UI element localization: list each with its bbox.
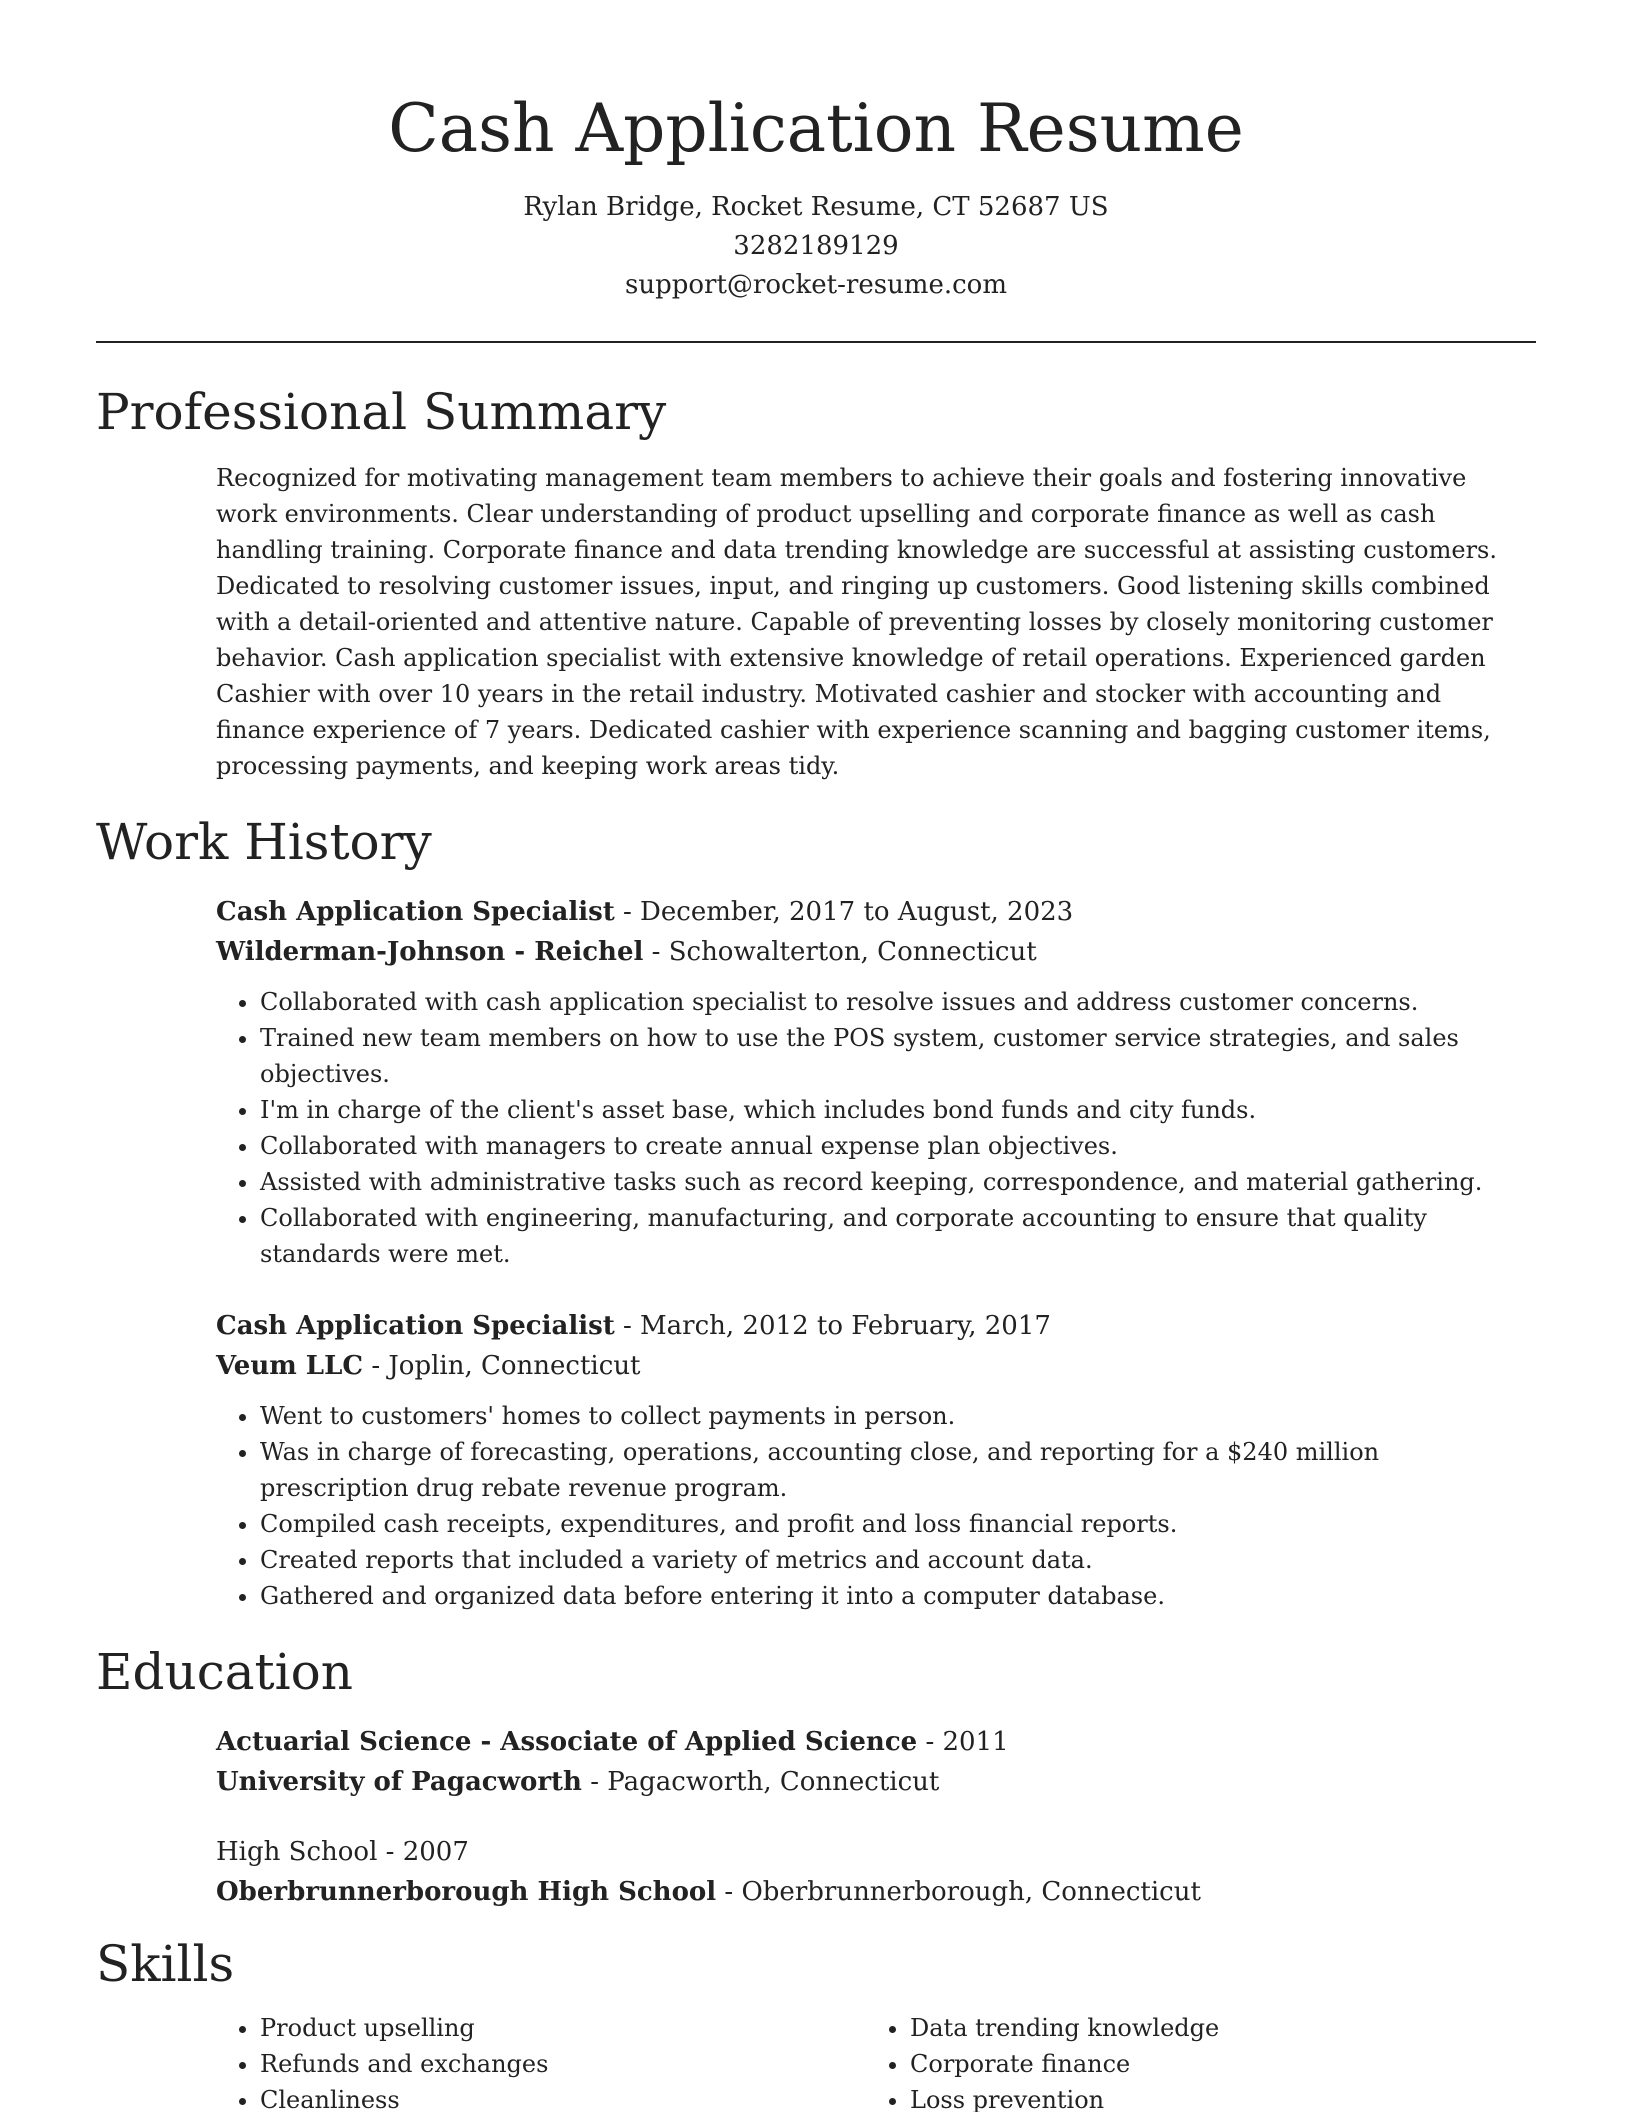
- education-degree-line: [216, 1722, 1526, 1762]
- education-entry-1: [216, 1722, 1526, 1802]
- education-entry-2: [216, 1832, 1526, 1912]
- list-item: • Compiled cash receipts, expenditures, and profit and loss financial reports.: [260, 1506, 1526, 1542]
- education-year: - 2007: [377, 1837, 469, 1867]
- list-item: • Assisted with administrative tasks such as record keeping, correspondence, and material gathering.: [260, 1164, 1526, 1200]
- header-divider: [96, 341, 1536, 343]
- job-entry-2: [216, 1306, 1526, 1614]
- list-item: • Went to customers' homes to collect payments in person.: [260, 1398, 1526, 1434]
- list-item: • Collaborated with managers to create annual expense plan objectives.: [260, 1128, 1526, 1164]
- skill-item: • Corporate finance: [910, 2046, 1516, 2082]
- summary-text: Recognized for motivating management team members to achieve their goals and fostering innovative work environments. Clear understanding of product upselling and corporate finance as well as cash handling training. Corporate finance and data trending knowledge are successful at assisting customers. Dedicated to resolving customer issues, input, and ringing up customers. Good listening skills combined with a detail-oriented and attentive nature. Capable of preventing losses by closely monitoring customer behavior. Cash application specialist with extensive knowledge of retail operations. Experienced garden Cashier with over 10 years in the retail industry. Motivated cashier and stocker with accounting and finance experience of 7 years. Dedicated cashier with experience scanning and bagging customer items, processing payments, and keeping work areas tidy.: [216, 464, 1497, 780]
- contact-address: Rylan Bridge, Rocket Resume, CT 52687 US: [523, 192, 1109, 222]
- education-school: Oberbrunnerborough High School: [216, 1877, 717, 1907]
- job-title: Cash Application Specialist: [216, 1311, 615, 1341]
- job-company: Wilderman-Johnson - Reichel: [216, 937, 644, 967]
- job-company: Veum LLC: [216, 1351, 364, 1381]
- job-location: - Joplin, Connecticut: [363, 1351, 641, 1381]
- job-entry-1: [216, 892, 1526, 1272]
- section-title-summary: Professional Summary: [96, 383, 667, 441]
- contact-info: [0, 188, 1632, 305]
- list-item: • Collaborated with engineering, manufacturing, and corporate accounting to ensure that quality standards were met.: [260, 1200, 1526, 1272]
- education-location: - Oberbrunnerborough, Connecticut: [716, 1877, 1201, 1907]
- education-degree-line: [216, 1832, 1526, 1872]
- skills-column-left: [216, 2010, 866, 2112]
- skill-item: • Refunds and exchanges: [260, 2046, 866, 2082]
- education-location: - Pagacworth, Connecticut: [581, 1767, 940, 1797]
- section-title-work-history: Work History: [96, 813, 432, 871]
- contact-email: support@rocket-resume.com: [624, 270, 1007, 300]
- education-degree: High School: [216, 1837, 378, 1867]
- job-bullets: [216, 984, 1526, 1272]
- job-title-line: [216, 1306, 1526, 1346]
- summary-section: [216, 460, 1526, 784]
- job-dates: - December, 2017 to August, 2023: [614, 897, 1074, 927]
- skill-item: • Product upselling: [260, 2010, 866, 2046]
- list-item: • Was in charge of forecasting, operations, accounting close, and reporting for a $240 million prescription drug rebate revenue program.: [260, 1434, 1526, 1506]
- education-school-line: [216, 1762, 1526, 1802]
- skills-list: [216, 2010, 1516, 2112]
- list-item: • I'm in charge of the client's asset base, which includes bond funds and city funds.: [260, 1092, 1526, 1128]
- job-title: Cash Application Specialist: [216, 897, 615, 927]
- job-bullets: [216, 1398, 1526, 1614]
- list-item: • Trained new team members on how to use the POS system, customer service strategies, and sales objectives.: [260, 1020, 1526, 1092]
- education-year: - 2011: [917, 1727, 1009, 1757]
- job-title-line: [216, 892, 1526, 932]
- resume-header: [0, 0, 1632, 305]
- skills-column-right: [866, 2010, 1516, 2112]
- list-item: • Gathered and organized data before entering it into a computer database.: [260, 1578, 1526, 1614]
- section-title-skills: Skills: [96, 1935, 235, 1993]
- document-title: Cash Application Resume: [388, 90, 1244, 167]
- education-school-line: [216, 1872, 1526, 1912]
- contact-phone: 3282189129: [733, 231, 899, 261]
- job-company-line: [216, 932, 1526, 972]
- skill-item: • Loss prevention: [910, 2082, 1516, 2112]
- job-dates: - March, 2012 to February, 2017: [614, 1311, 1051, 1341]
- section-title-education: Education: [96, 1643, 353, 1701]
- education-degree: Actuarial Science - Associate of Applied Science: [216, 1727, 918, 1757]
- list-item: • Collaborated with cash application specialist to resolve issues and address customer concerns.: [260, 984, 1526, 1020]
- job-company-line: [216, 1346, 1526, 1386]
- education-school: University of Pagacworth: [216, 1767, 582, 1797]
- list-item: • Created reports that included a variety of metrics and account data.: [260, 1542, 1526, 1578]
- skill-item: • Cleanliness: [260, 2082, 866, 2112]
- job-location: - Schowalterton, Connecticut: [643, 937, 1037, 967]
- skill-item: • Data trending knowledge: [910, 2010, 1516, 2046]
